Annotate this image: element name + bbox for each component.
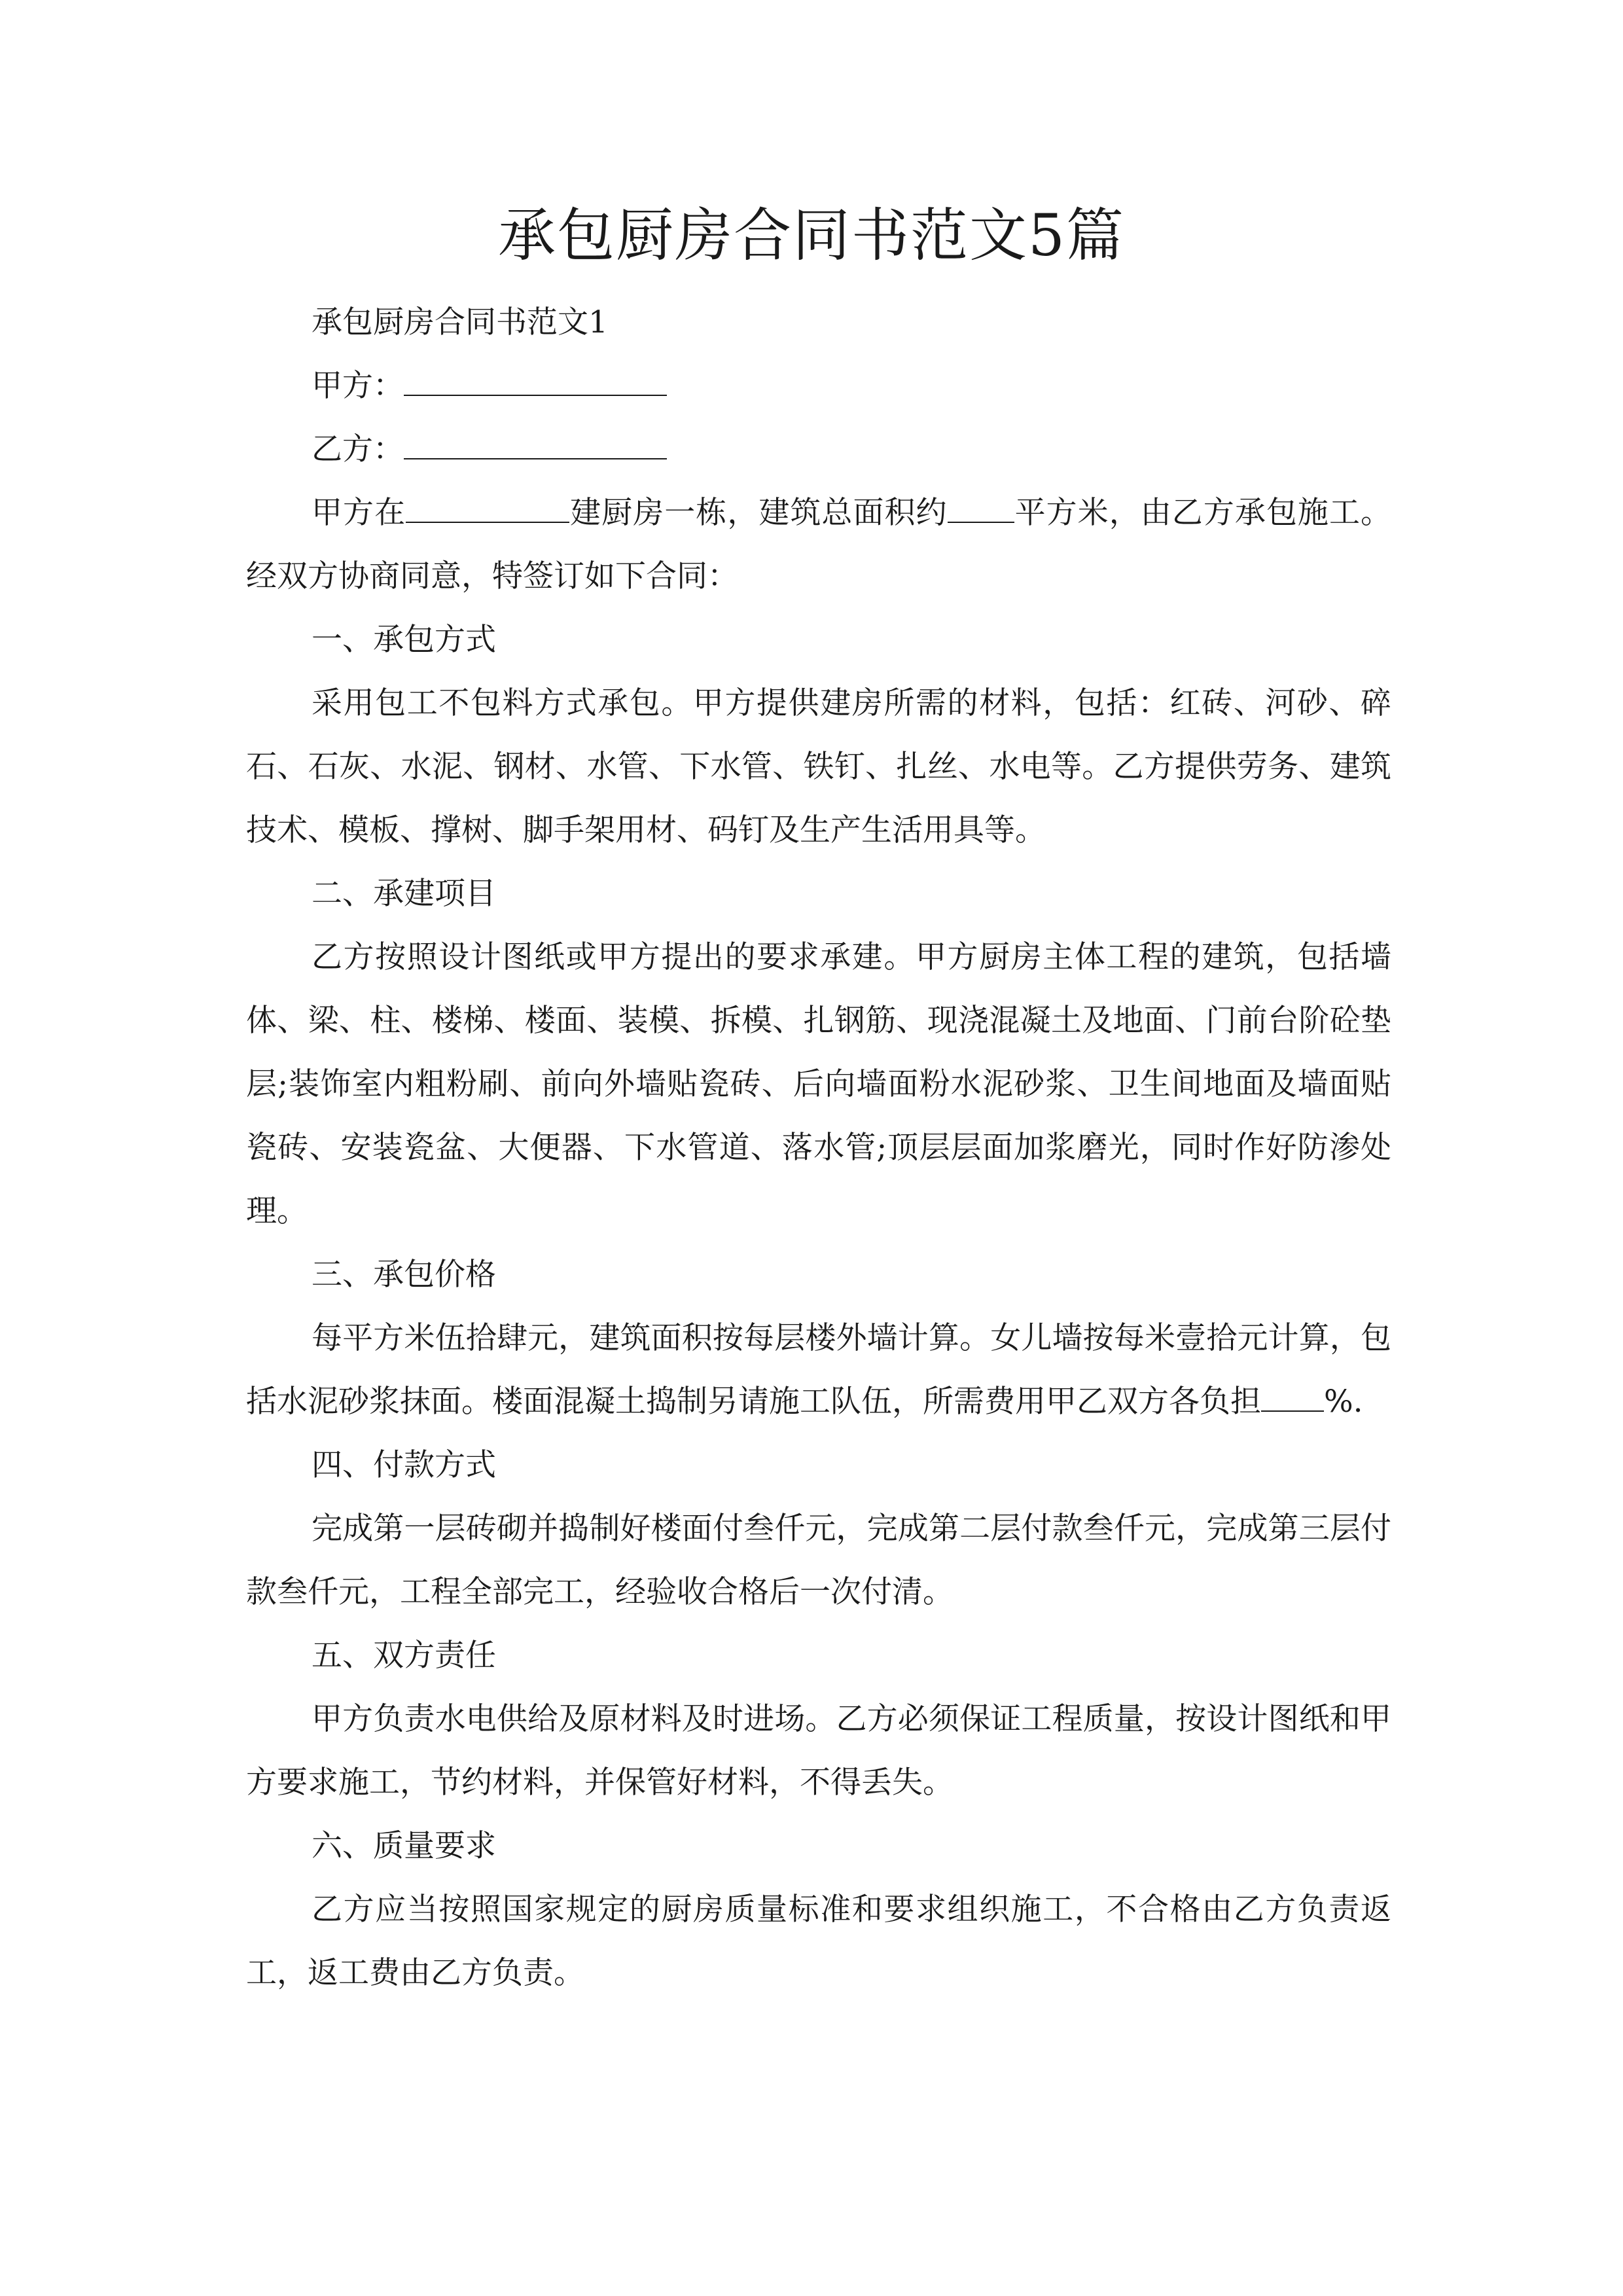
intro-paragraph [246,481,1391,608]
section-heading-2: 二、承建项目 [312,876,496,912]
party-b-label: 乙方： [312,431,404,467]
location-blank [406,486,569,523]
section-heading-5: 五、双方责任 [312,1638,496,1674]
section-body-2: 乙方按照设计图纸或甲方提出的要求承建。甲方厨房主体工程的建筑，包括墙体、梁、柱、楼梯、楼面、装模、拆模、扎钢筋、现浇混凝土及地面、门前台阶砼垫层;装饰室内粗粉刷、前向外墙贴瓷砖、后向墙面粉水泥砂浆、卫生间地面及墙面贴瓷砖、安装瓷盆、大便器、下水管道、落水管;顶层层面加浆磨光，同时作好防渗处理。 [246,939,1391,1229]
section-body-4: 完成第一层砖砌并捣制好楼面付叁仟元，完成第二层付款叁仟元，完成第三层付款叁仟元，工程全部完工，经验收合格后一次付清。 [246,1511,1391,1610]
section-heading-4: 四、付款方式 [312,1447,496,1483]
section-heading-6: 六、质量要求 [312,1828,496,1864]
party-a-blank [404,359,667,396]
section-body-3-part-2: %. [1324,1384,1363,1420]
percent-blank [1261,1375,1324,1412]
section-body-1: 采用包工不包料方式承包。甲方提供建房所需的材料，包括：红砖、河砂、碎石、石灰、水泥、钢材、水管、下水管、铁钉、扎丝、水电等。乙方提供劳务、建筑技术、模板、撑树、脚手架用材、码钉及生产生活用具等。 [246,685,1391,848]
intro-part-2: 建厨房一栋，建筑总面积约 [569,495,948,531]
party-b-line [246,418,1391,481]
party-a-label: 甲方： [312,368,404,404]
section-body-6: 乙方应当按照国家规定的厨房质量标准和要求组织施工，不合格由乙方负责返工，返工费由乙方负责。 [246,1892,1391,1991]
intro-part-3: 平方米，由乙方承包施工。经双方协商同意，特签订如下合同： [246,495,1392,594]
party-a-line [246,354,1391,418]
section-body-3 [246,1306,1391,1433]
party-b-blank [404,423,667,459]
section-body-5: 甲方负责水电供给及原材料及时进场。乙方必须保证工程质量，按设计图纸和甲方要求施工，节约材料，并保管好材料，不得丢失。 [246,1701,1391,1801]
document-subtitle: 承包厨房合同书范文1 [312,304,608,340]
section-heading-1: 一、承包方式 [312,622,496,658]
section-body-3-part-1: 每平方米伍拾肆元，建筑面积按每层楼外墙计算。女儿墙按每米壹拾元计算，包括水泥砂浆抹面。楼面混凝土捣制另请施工队伍，所需费用甲乙双方各负担 [246,1320,1391,1420]
section-heading-3: 三、承包价格 [312,1257,496,1293]
area-blank [948,486,1014,523]
document-body [246,291,1391,2005]
document-title: 承包厨房合同书范文5篇 [498,202,1125,269]
intro-part-1: 甲方在 [312,495,406,531]
